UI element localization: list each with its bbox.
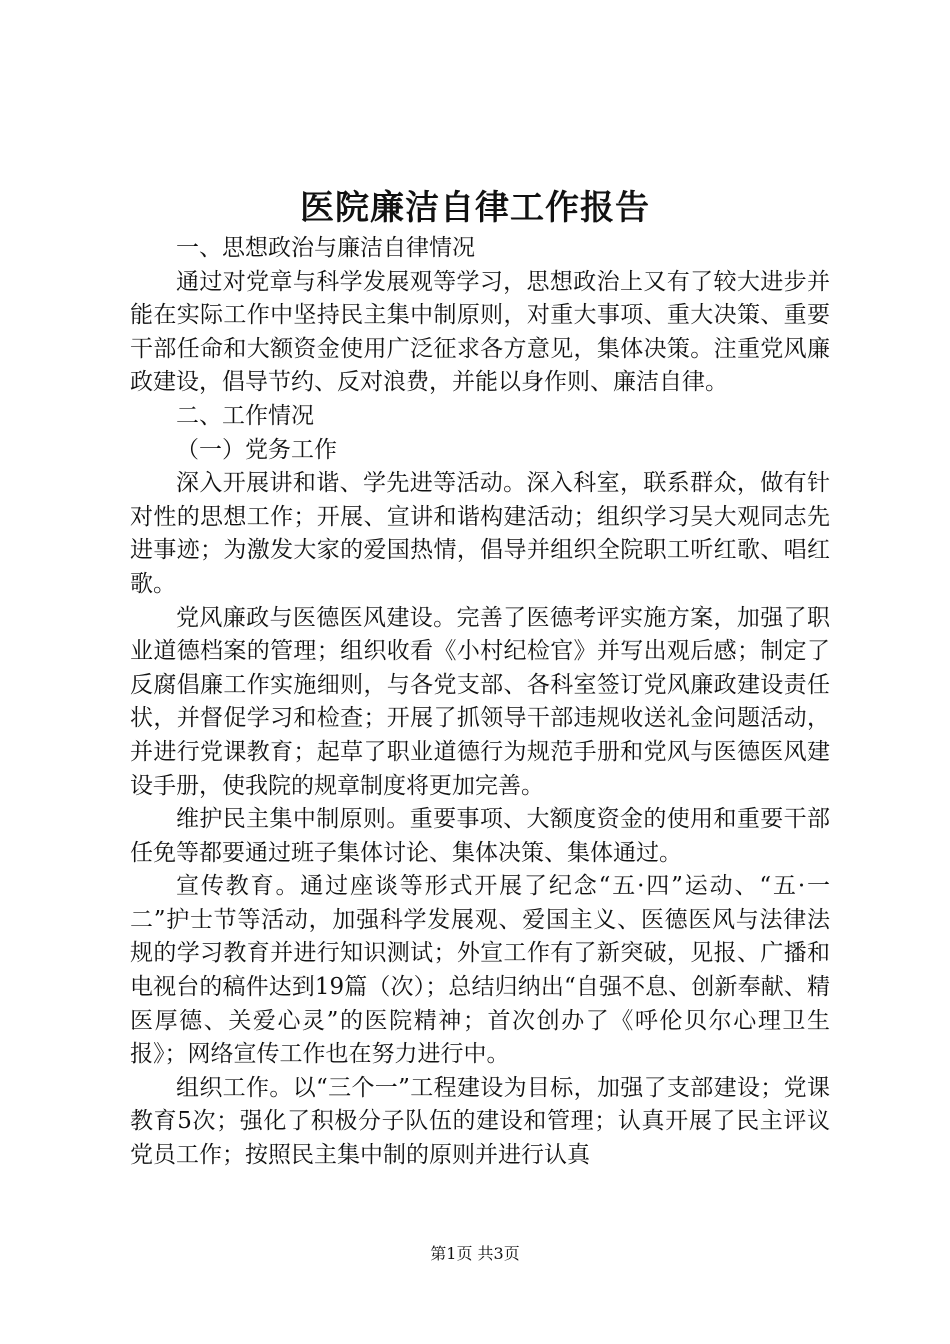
paragraph: 党风廉政与医德医风建设。完善了医德考评实施方案，加强了职业道德档案的管理；组织收看《小村纪检官》并写出观后感；制定了反腐倡廉工作实施细则，与各党支部、各科室签订党风廉政建设责任状，并督促学习和检查；开展了抓领导干部违规收送礼金问题活动，并进行党课教育；起草了职业道德行为规范手册和党风与医德医风建设手册，使我院的规章制度将更加完善。 <box>130 604 830 799</box>
document-title: 医院廉洁自律工作报告 <box>300 188 650 228</box>
paragraph: 通过对党章与科学发展观等学习，思想政治上又有了较大进步并能在实际工作中坚持民主集中制原则，对重大事项、重大决策、重要干部任命和大额资金使用广泛征求各方意见，集体决策。注重党风廉政建设，倡导节约、反对浪费，并能以身作则、廉洁自律。 <box>130 268 830 396</box>
document-body <box>130 232 830 1173</box>
paragraph: 深入开展讲和谐、学先进等活动。深入科室，联系群众，做有针对性的思想工作；开展、宣讲和谐构建活动；组织学习吴大观同志先进事迹；为激发大家的爱国热情，倡导并组织全院职工听红歌、唱红歌。 <box>130 470 830 597</box>
section-heading: 二、工作情况 <box>176 402 314 429</box>
page-number-footer: 第1页 共3页 <box>430 1244 520 1263</box>
section-heading: 一、思想政治与廉洁自律情况 <box>176 235 475 261</box>
paragraph: 维护民主集中制原则。重要事项、大额度资金的使用和重要干部任免等都要通过班子集体讨论、集体决策、集体通过。 <box>130 806 830 866</box>
subsection-heading: （一）党务工作 <box>176 436 337 463</box>
paragraph: 组织工作。以“三个一”工程建设为目标，加强了支部建设；党课教育5次；强化了积极分子队伍的建设和管理；认真开展了民主评议党员工作；按照民主集中制的原则并进行认真 <box>130 1074 830 1169</box>
paragraph: 宣传教育。通过座谈等形式开展了纪念“五·四”运动、“五·一二”护士节等活动，加强科学发展观、爱国主义、医德医风与法律法规的学习教育并进行知识测试；外宣工作有了新突破，见报、广播和电视台的稿件达到19篇（次）；总结归纳出“自强不息、创新奉献、精医厚德、关爱心灵”的医院精神；首次创办了《呼伦贝尔心理卫生报》；网络宣传工作也在努力进行中。 <box>130 873 830 1068</box>
